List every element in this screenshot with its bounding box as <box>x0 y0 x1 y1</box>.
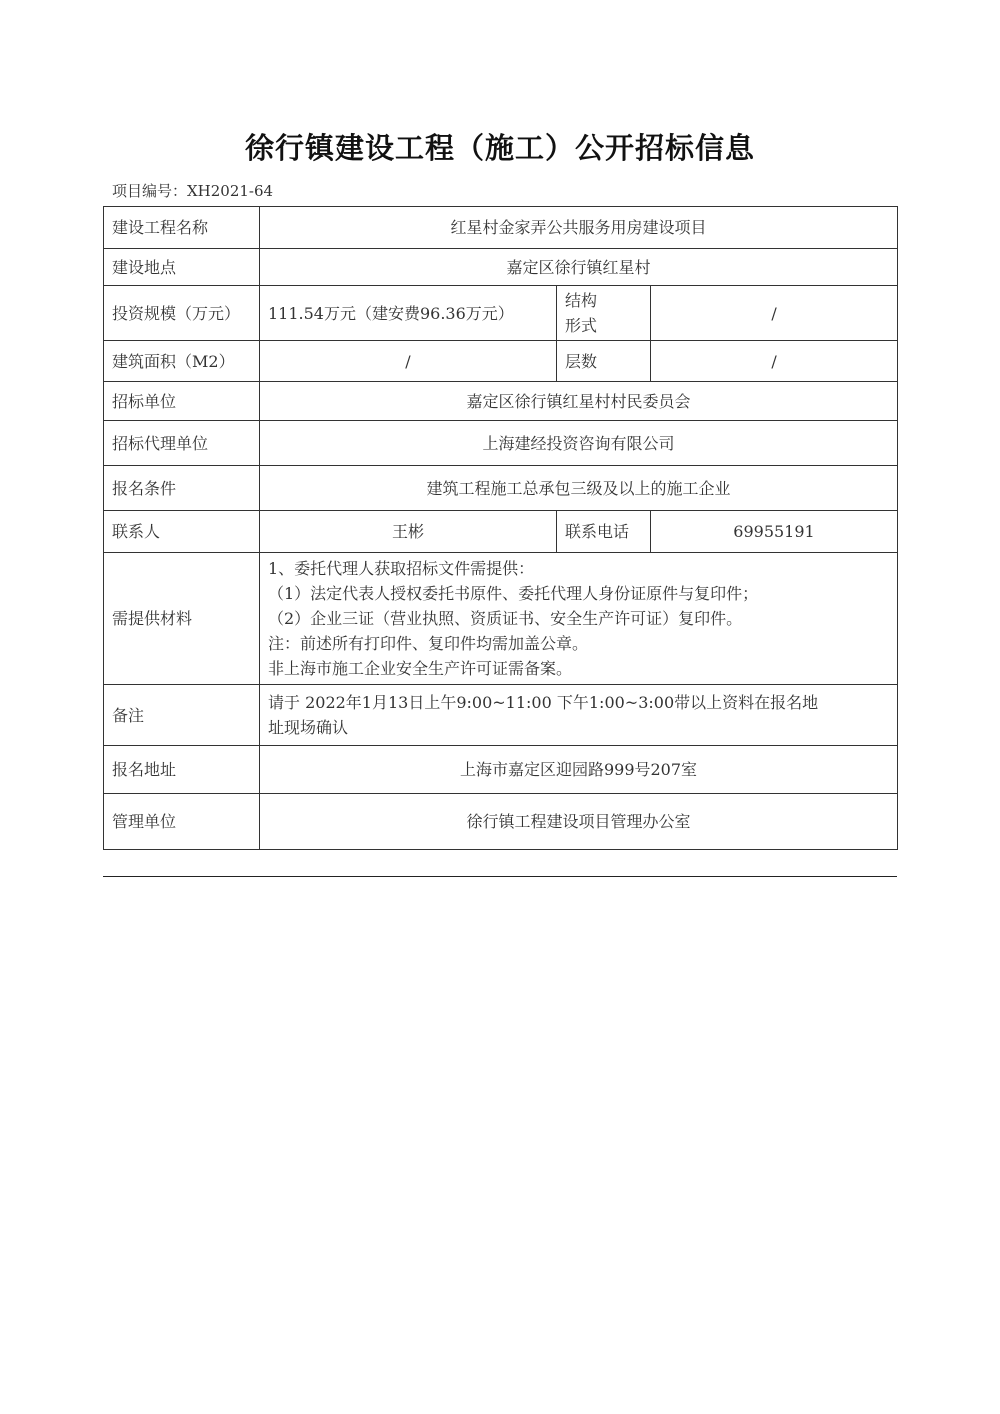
label-remarks: 备注 <box>104 685 260 746</box>
label-agent: 招标代理单位 <box>104 421 260 466</box>
materials-line: 非上海市施工企业安全生产许可证需备案。 <box>268 659 573 678</box>
materials-line: （1）法定代表人授权委托书原件、委托代理人身份证原件与复印件； <box>268 584 759 603</box>
row-remarks <box>104 685 898 746</box>
label-investment: 投资规模（万元） <box>104 286 260 341</box>
value-project-name: 红星村金家弄公共服务用房建设项目 <box>260 207 898 249</box>
label-phone: 联系电话 <box>557 511 651 553</box>
bottom-divider <box>103 876 897 877</box>
tender-info-table <box>103 206 898 850</box>
label-structure-line2: 形式 <box>565 316 598 335</box>
value-structure: / <box>651 286 898 341</box>
materials-line: 注：前述所有打印件、复印件均需加盖公章。 <box>268 634 589 653</box>
value-area: / <box>260 341 557 382</box>
row-location <box>104 249 898 286</box>
label-structure-line1: 结构 <box>565 291 598 310</box>
row-conditions <box>104 466 898 511</box>
label-floors: 层数 <box>557 341 651 382</box>
row-project-name <box>104 207 898 249</box>
label-management: 管理单位 <box>104 794 260 850</box>
label-tenderer: 招标单位 <box>104 382 260 421</box>
label-area: 建筑面积（M2） <box>104 341 260 382</box>
row-investment <box>104 286 898 341</box>
value-reg-address: 上海市嘉定区迎园路999号207室 <box>260 746 898 794</box>
value-investment: 111.54万元（建安费96.36万元） <box>260 286 557 341</box>
row-contact <box>104 511 898 553</box>
row-materials <box>104 553 898 685</box>
remarks-line: 址现场确认 <box>268 718 349 737</box>
materials-line: 1、委托代理人获取招标文件需提供： <box>268 559 535 578</box>
value-phone: 69955191 <box>651 511 898 553</box>
value-floors: / <box>651 341 898 382</box>
row-agent <box>104 421 898 466</box>
remarks-line: 请于 2022年1月13日上午9:00~11:00 下午1:00~3:00带以上资料在报名地 <box>268 693 819 712</box>
label-conditions: 报名条件 <box>104 466 260 511</box>
value-remarks <box>260 685 898 746</box>
label-contact: 联系人 <box>104 511 260 553</box>
row-tenderer <box>104 382 898 421</box>
label-materials: 需提供材料 <box>104 553 260 685</box>
value-management: 徐行镇工程建设项目管理办公室 <box>260 794 898 850</box>
label-project-name: 建设工程名称 <box>104 207 260 249</box>
row-management <box>104 794 898 850</box>
row-area <box>104 341 898 382</box>
value-contact: 王彬 <box>260 511 557 553</box>
project-number: 项目编号：XH2021-64 <box>112 182 274 200</box>
document-title: 徐行镇建设工程（施工）公开招标信息 <box>244 131 755 165</box>
value-agent: 上海建经投资咨询有限公司 <box>260 421 898 466</box>
value-conditions: 建筑工程施工总承包三级及以上的施工企业 <box>260 466 898 511</box>
label-structure <box>557 286 651 341</box>
row-reg-address <box>104 746 898 794</box>
value-tenderer: 嘉定区徐行镇红星村村民委员会 <box>260 382 898 421</box>
value-materials <box>260 553 898 685</box>
label-location: 建设地点 <box>104 249 260 286</box>
materials-line: （2）企业三证（营业执照、资质证书、安全生产许可证）复印件。 <box>268 609 743 628</box>
value-location: 嘉定区徐行镇红星村 <box>260 249 898 286</box>
label-reg-address: 报名地址 <box>104 746 260 794</box>
